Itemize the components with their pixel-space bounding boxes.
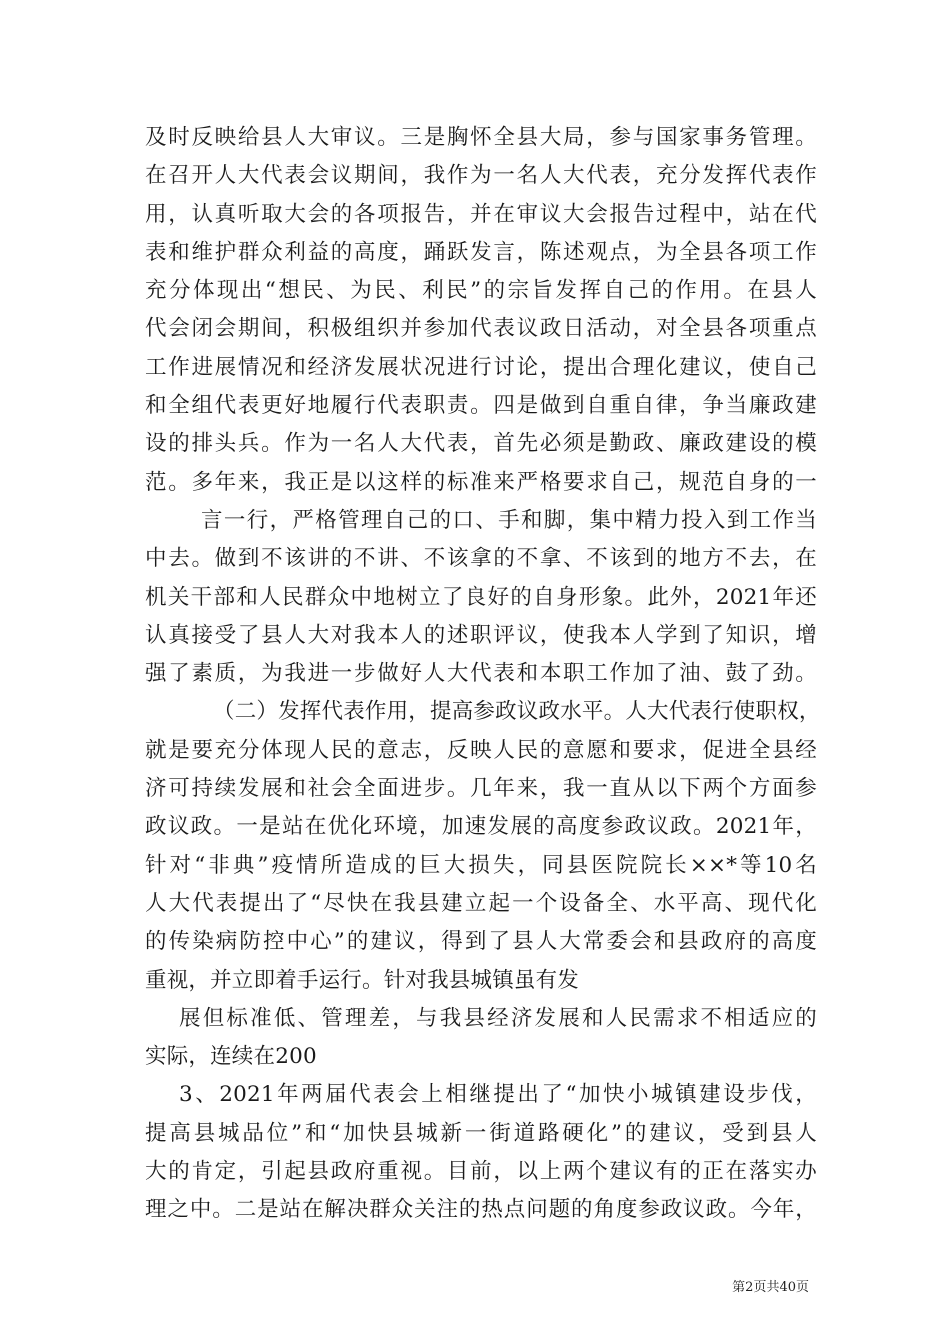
text-line: 充分体现出“想民、为民、利民”的宗旨发挥自己的作用。在县人 bbox=[145, 278, 817, 304]
text-line: 言一行，严格管理自己的口、手和脚，集中精力投入到工作当 bbox=[201, 507, 817, 533]
text-line: 大的肯定，引起县政府重视。目前，以上两个建议有的正在落实办 bbox=[145, 1159, 817, 1185]
text-line: 中去。做到不该讲的不讲、不该拿的不拿、不该到的地方不去，在 bbox=[145, 546, 817, 572]
text-line: 工作进展情况和经济发展状况进行讨论，提出合理化建议，使自己 bbox=[145, 354, 817, 380]
text-line: 展但标准低、管理差，与我县经济发展和人民需求不相适应的 bbox=[179, 1005, 817, 1031]
body-text bbox=[145, 119, 821, 1230]
text-line: 理之中。二是站在解决群众关注的热点问题的角度参政议政。今年， bbox=[145, 1197, 817, 1223]
text-line: 政议政。一是站在优化环境，加速发展的高度参政议政。2021年， bbox=[145, 814, 817, 840]
text-line: 及时反映给县人大审议。三是胸怀全县大局，参与国家事务管理。 bbox=[145, 125, 817, 150]
text-line: 3、2021年两届代表会上相继提出了“加快小城镇建设步伐， bbox=[179, 1082, 817, 1108]
text-line: 表和维护群众利益的高度，踊跃发言，陈述观点，为全县各项工作 bbox=[145, 239, 817, 265]
text-line: 代会闭会期间，积极组织并参加代表议政日活动，对全县各项重点 bbox=[145, 316, 817, 342]
text-line: 人大代表提出了“尽快在我县建立起一个设备全、水平高、现代化 bbox=[145, 890, 817, 916]
text-line: 机关干部和人民群众中地树立了良好的自身形象。此外，2021年还 bbox=[145, 584, 817, 610]
text-line: 用，认真听取大会的各项报告，并在审议大会报告过程中，站在代 bbox=[145, 201, 817, 227]
text-line: 范。多年来，我正是以这样的标准来严格要求自己，规范自身的一 bbox=[145, 469, 817, 495]
text-line: 的传染病防控中心”的建议，得到了县人大常委会和县政府的高度 bbox=[145, 929, 817, 955]
text-line: 实际，连续在200 bbox=[145, 1044, 317, 1070]
text-line: 就是要充分体现人民的意志，反映人民的意愿和要求，促进全县经 bbox=[145, 737, 817, 763]
text-line: 提高县城品位”和“加快县城新一街道路硬化”的建议，受到县人 bbox=[145, 1120, 817, 1146]
text-line: 在召开人大代表会议期间，我作为一名人大代表，充分发挥代表作 bbox=[145, 163, 817, 189]
text-line: 重视，并立即着手运行。针对我县城镇虽有发 bbox=[145, 967, 580, 993]
text-line: （二）发挥代表作用，提高参政议政水平。人大代表行使职权， bbox=[213, 699, 821, 725]
text-line: 济可持续发展和社会全面进步。几年来，我一直从以下两个方面参 bbox=[145, 776, 817, 802]
text-line: 认真接受了县人大对我本人的述职评议，使我本人学到了知识，增 bbox=[145, 622, 817, 648]
text-line: 强了素质，为我进一步做好人大代表和本职工作加了油、鼓了劲。 bbox=[145, 661, 817, 687]
page-number-footer: 第2页共40页 bbox=[732, 1280, 809, 1295]
text-line: 针对“非典”疫情所造成的巨大损失，同县医院院长××*等10名 bbox=[145, 852, 817, 878]
text-line: 设的排头兵。作为一名人大代表，首先必须是勤政、廉政建设的模 bbox=[145, 431, 817, 457]
text-line: 和全组代表更好地履行代表职责。四是做到自重自律，争当廉政建 bbox=[145, 393, 817, 419]
